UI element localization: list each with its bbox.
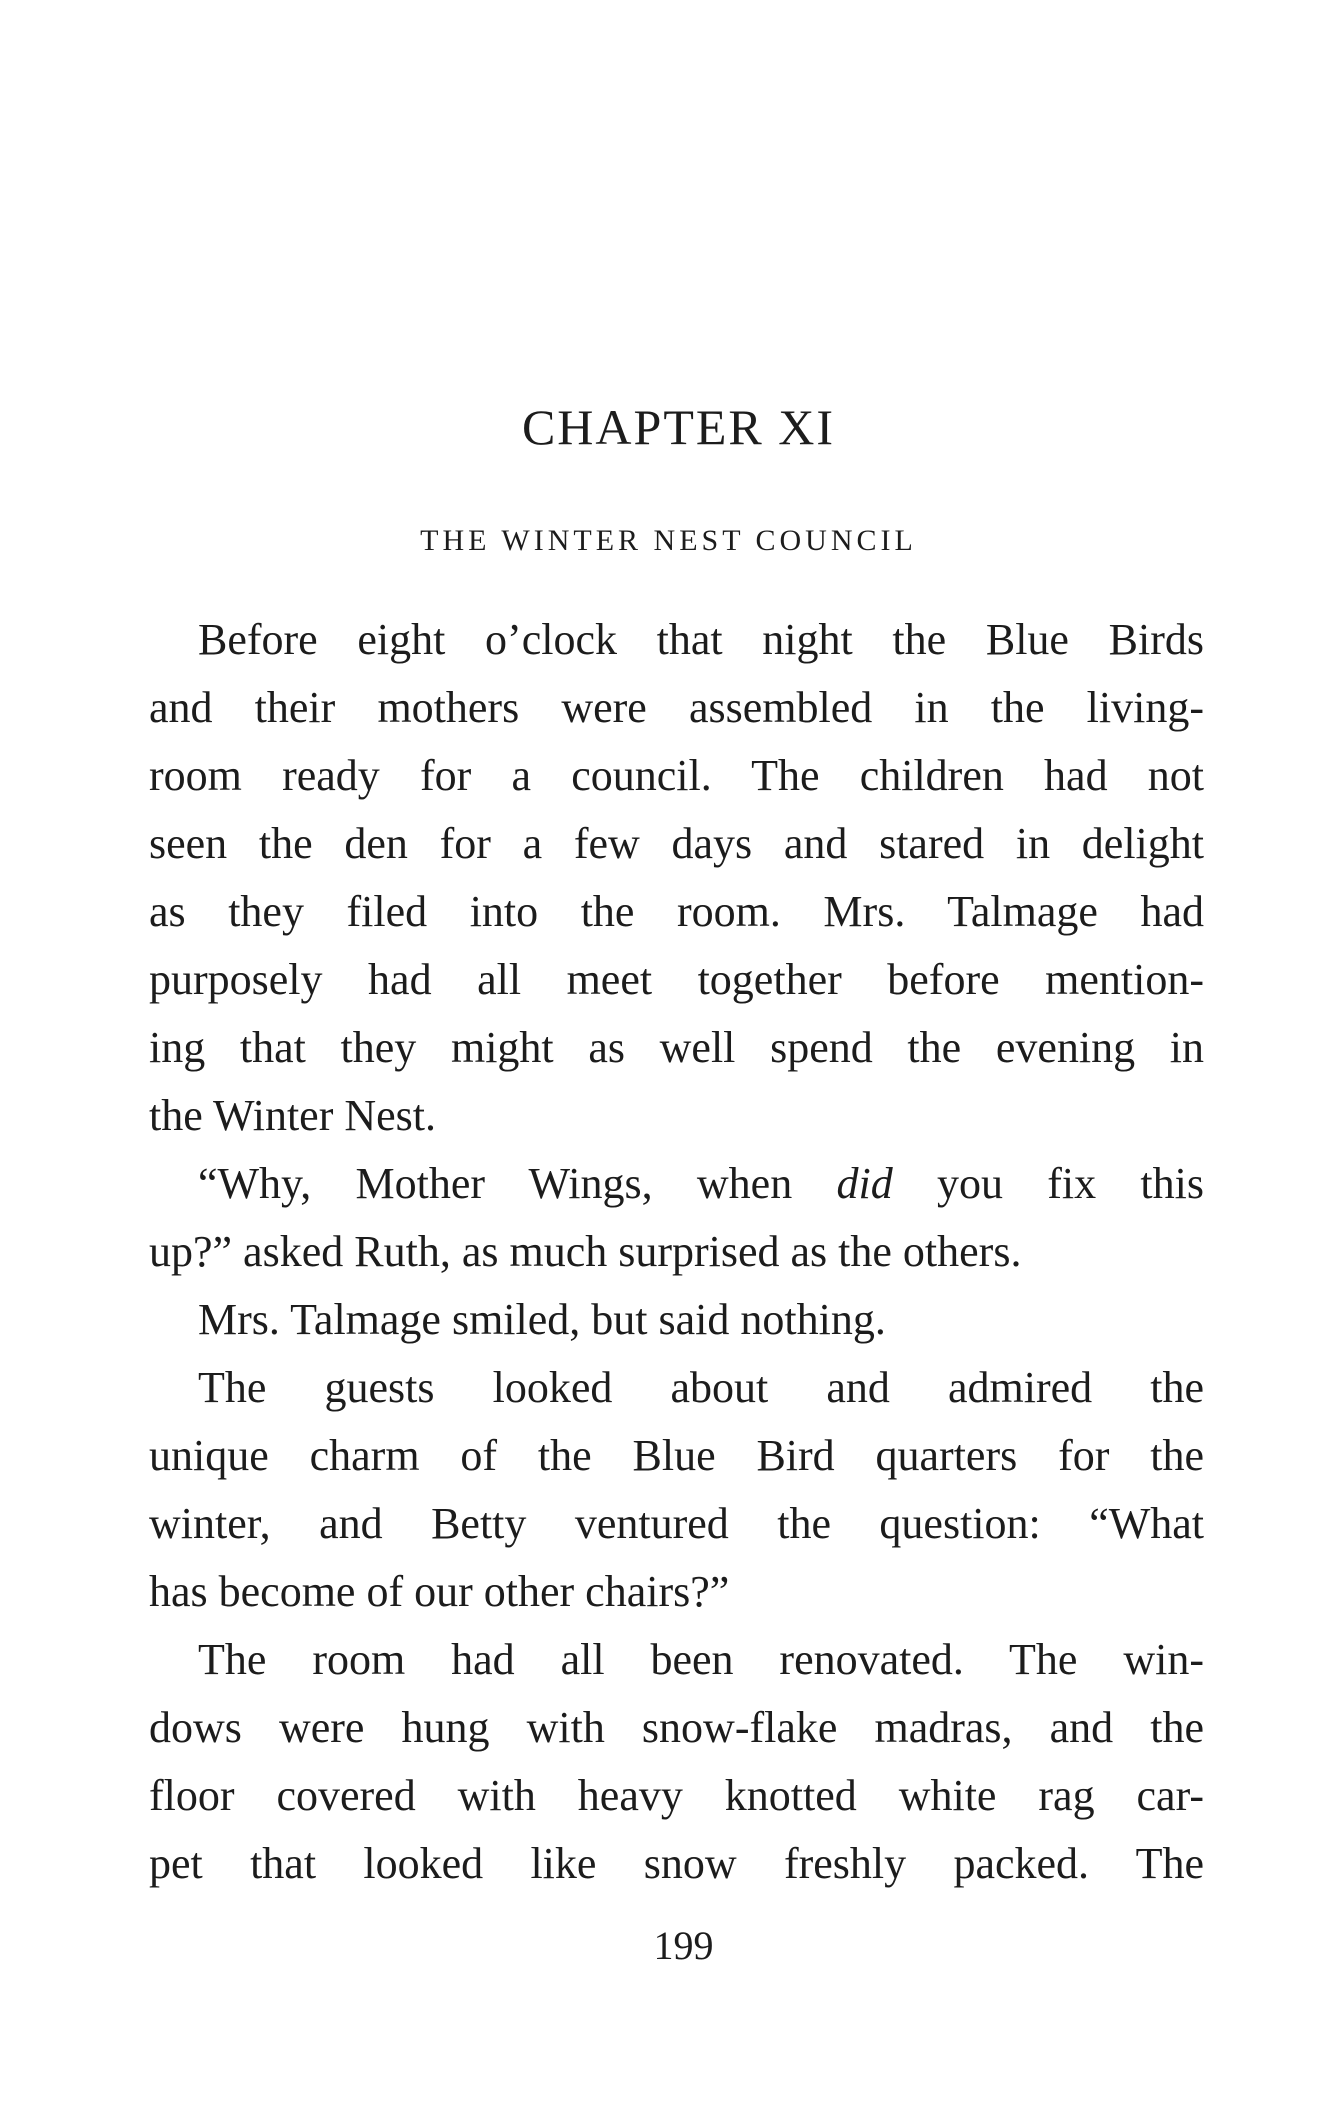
text-line: and their mothers were assembled in the living- bbox=[149, 683, 1204, 732]
text-line: purposely had all meet together before mention- bbox=[149, 955, 1204, 1004]
text-line: as they filed into the room. Mrs. Talmage had bbox=[149, 887, 1204, 936]
text-line: floor covered with heavy knotted white rag car- bbox=[149, 1771, 1204, 1820]
text-line: The room had all been renovated. The win- bbox=[198, 1635, 1204, 1684]
text-line: Mrs. Talmage smiled, but said nothing. bbox=[198, 1295, 886, 1344]
body-text bbox=[149, 606, 1204, 1898]
text-line bbox=[149, 1150, 1204, 1218]
text-line: up?” asked Ruth, as much surprised as the others. bbox=[149, 1227, 1022, 1276]
page-number: 199 bbox=[653, 1923, 714, 1968]
text-line: winter, and Betty ventured the question: “What bbox=[149, 1499, 1204, 1548]
text-line: pet that looked like snow freshly packed. The bbox=[149, 1839, 1204, 1888]
text-line: has become of our other chairs?” bbox=[149, 1567, 730, 1616]
text-line: seen the den for a few days and stared in delight bbox=[149, 819, 1204, 868]
text-line: The guests looked about and admired the bbox=[198, 1363, 1204, 1412]
chapter-heading: CHAPTER XI bbox=[521, 399, 836, 455]
text-line: unique charm of the Blue Bird quarters for the bbox=[149, 1431, 1204, 1480]
text-line: Before eight o’clock that night the Blue Birds bbox=[198, 615, 1204, 664]
text-line: dows were hung with snow-flake madras, and the bbox=[149, 1703, 1204, 1752]
emphasis-text: did bbox=[836, 1159, 893, 1208]
text-line: ing that they might as well spend the evening in bbox=[149, 1023, 1204, 1072]
chapter-subtitle: THE WINTER NEST COUNCIL bbox=[420, 524, 917, 557]
text-line: room ready for a council. The children had not bbox=[149, 751, 1204, 800]
text-segment: you fix this bbox=[892, 1159, 1205, 1208]
text-segment: “Why, Mother Wings, when bbox=[198, 1159, 837, 1208]
text-line: the Winter Nest. bbox=[149, 1091, 437, 1140]
